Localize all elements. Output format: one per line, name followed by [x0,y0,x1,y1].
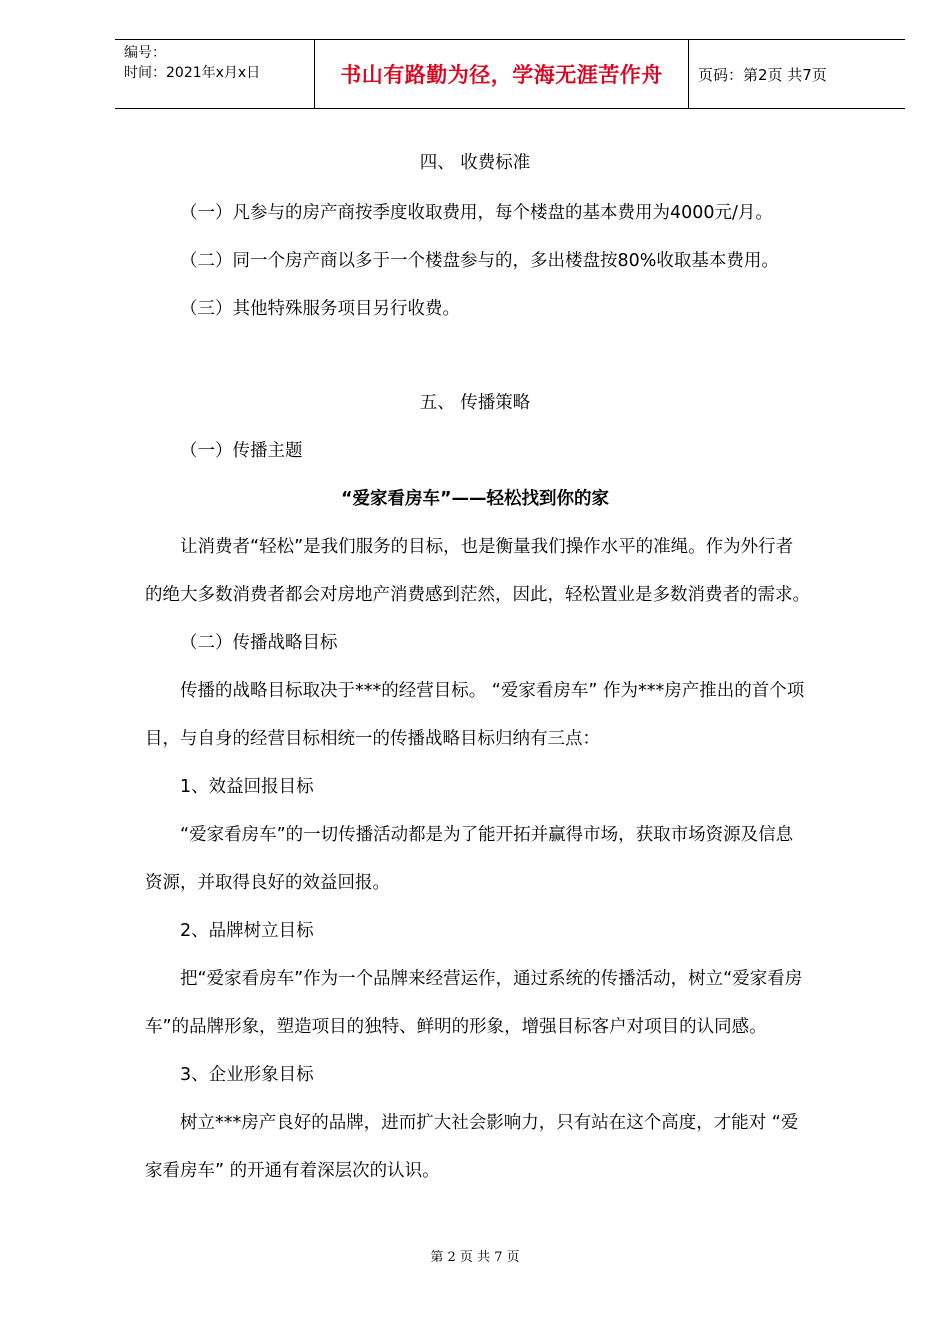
goal2-title: 2、品牌树立目标 [180,921,314,941]
section5-heading: 五、 传播策略 [419,393,531,413]
fee-item-1: （一）凡参与的房产商按季度收取费用，每个楼盘的基本费用为4000元/月。 [180,203,773,223]
goal3-line1: 树立***房产良好的品牌，进而扩大社会影响力，只有站在这个高度，才能对 “爱 [180,1113,799,1133]
goal2-line1: 把“爱家看房车”作为一个品牌来经营运作，通过系统的传播活动，树立“爱家看房 [180,969,803,989]
subsection-goal-title: （二）传播战略目标 [180,633,338,653]
goal3-line2: 家看房车” 的开通有着深层次的认识。 [145,1161,440,1181]
fee-item-2: （二）同一个房产商以多于一个楼盘参与的，多出楼盘按80%收取基本费用。 [180,251,779,271]
header-motto: 书山有路勤为径，学海无涯苦作舟 [315,40,689,108]
goal-paragraph-line1: 传播的战略目标取决于***的经营目标。 “爱家看房车” 作为***房产推出的首个项 [180,681,805,701]
header-meta-cell [115,40,315,108]
slogan: “爱家看房车”——轻松找到你的家 [340,489,609,509]
goal-paragraph-line2: 目，与自身的经营目标相统一的传播战略目标归纳有三点： [145,729,600,749]
goal1-title: 1、效益回报目标 [180,777,314,797]
goal3-title: 3、企业形象目标 [180,1065,314,1085]
page-footer: 第 2 页 共 7 页 [430,1250,520,1265]
page-header [115,39,905,109]
goal1-line2: 资源，并取得良好的效益回报。 [145,873,390,893]
header-page-info: 页码：第2页 共7页 [698,65,827,84]
goal2-line2: 车”的品牌形象，塑造项目的独特、鲜明的形象，增强目标客户对项目的认同感。 [145,1017,767,1037]
serial-label: 编号： [124,45,166,61]
section4-heading: 四、 收费标准 [419,153,531,173]
date-line: 时间：2021年x月x日 [124,65,261,81]
theme-paragraph-line2: 的绝大多数消费者都会对房地产消费感到茫然，因此，轻松置业是多数消费者的需求。 [145,585,810,605]
goal1-line1: “爱家看房车”的一切传播活动都是为了能开拓并赢得市场，获取市场资源及信息 [180,825,794,845]
theme-paragraph-line1: 让消费者“轻松”是我们服务的目标，也是衡量我们操作水平的准绳。作为外行者 [180,537,794,557]
fee-item-3: （三）其他特殊服务项目另行收费。 [180,299,460,319]
subsection-theme-title: （一）传播主题 [180,441,303,461]
